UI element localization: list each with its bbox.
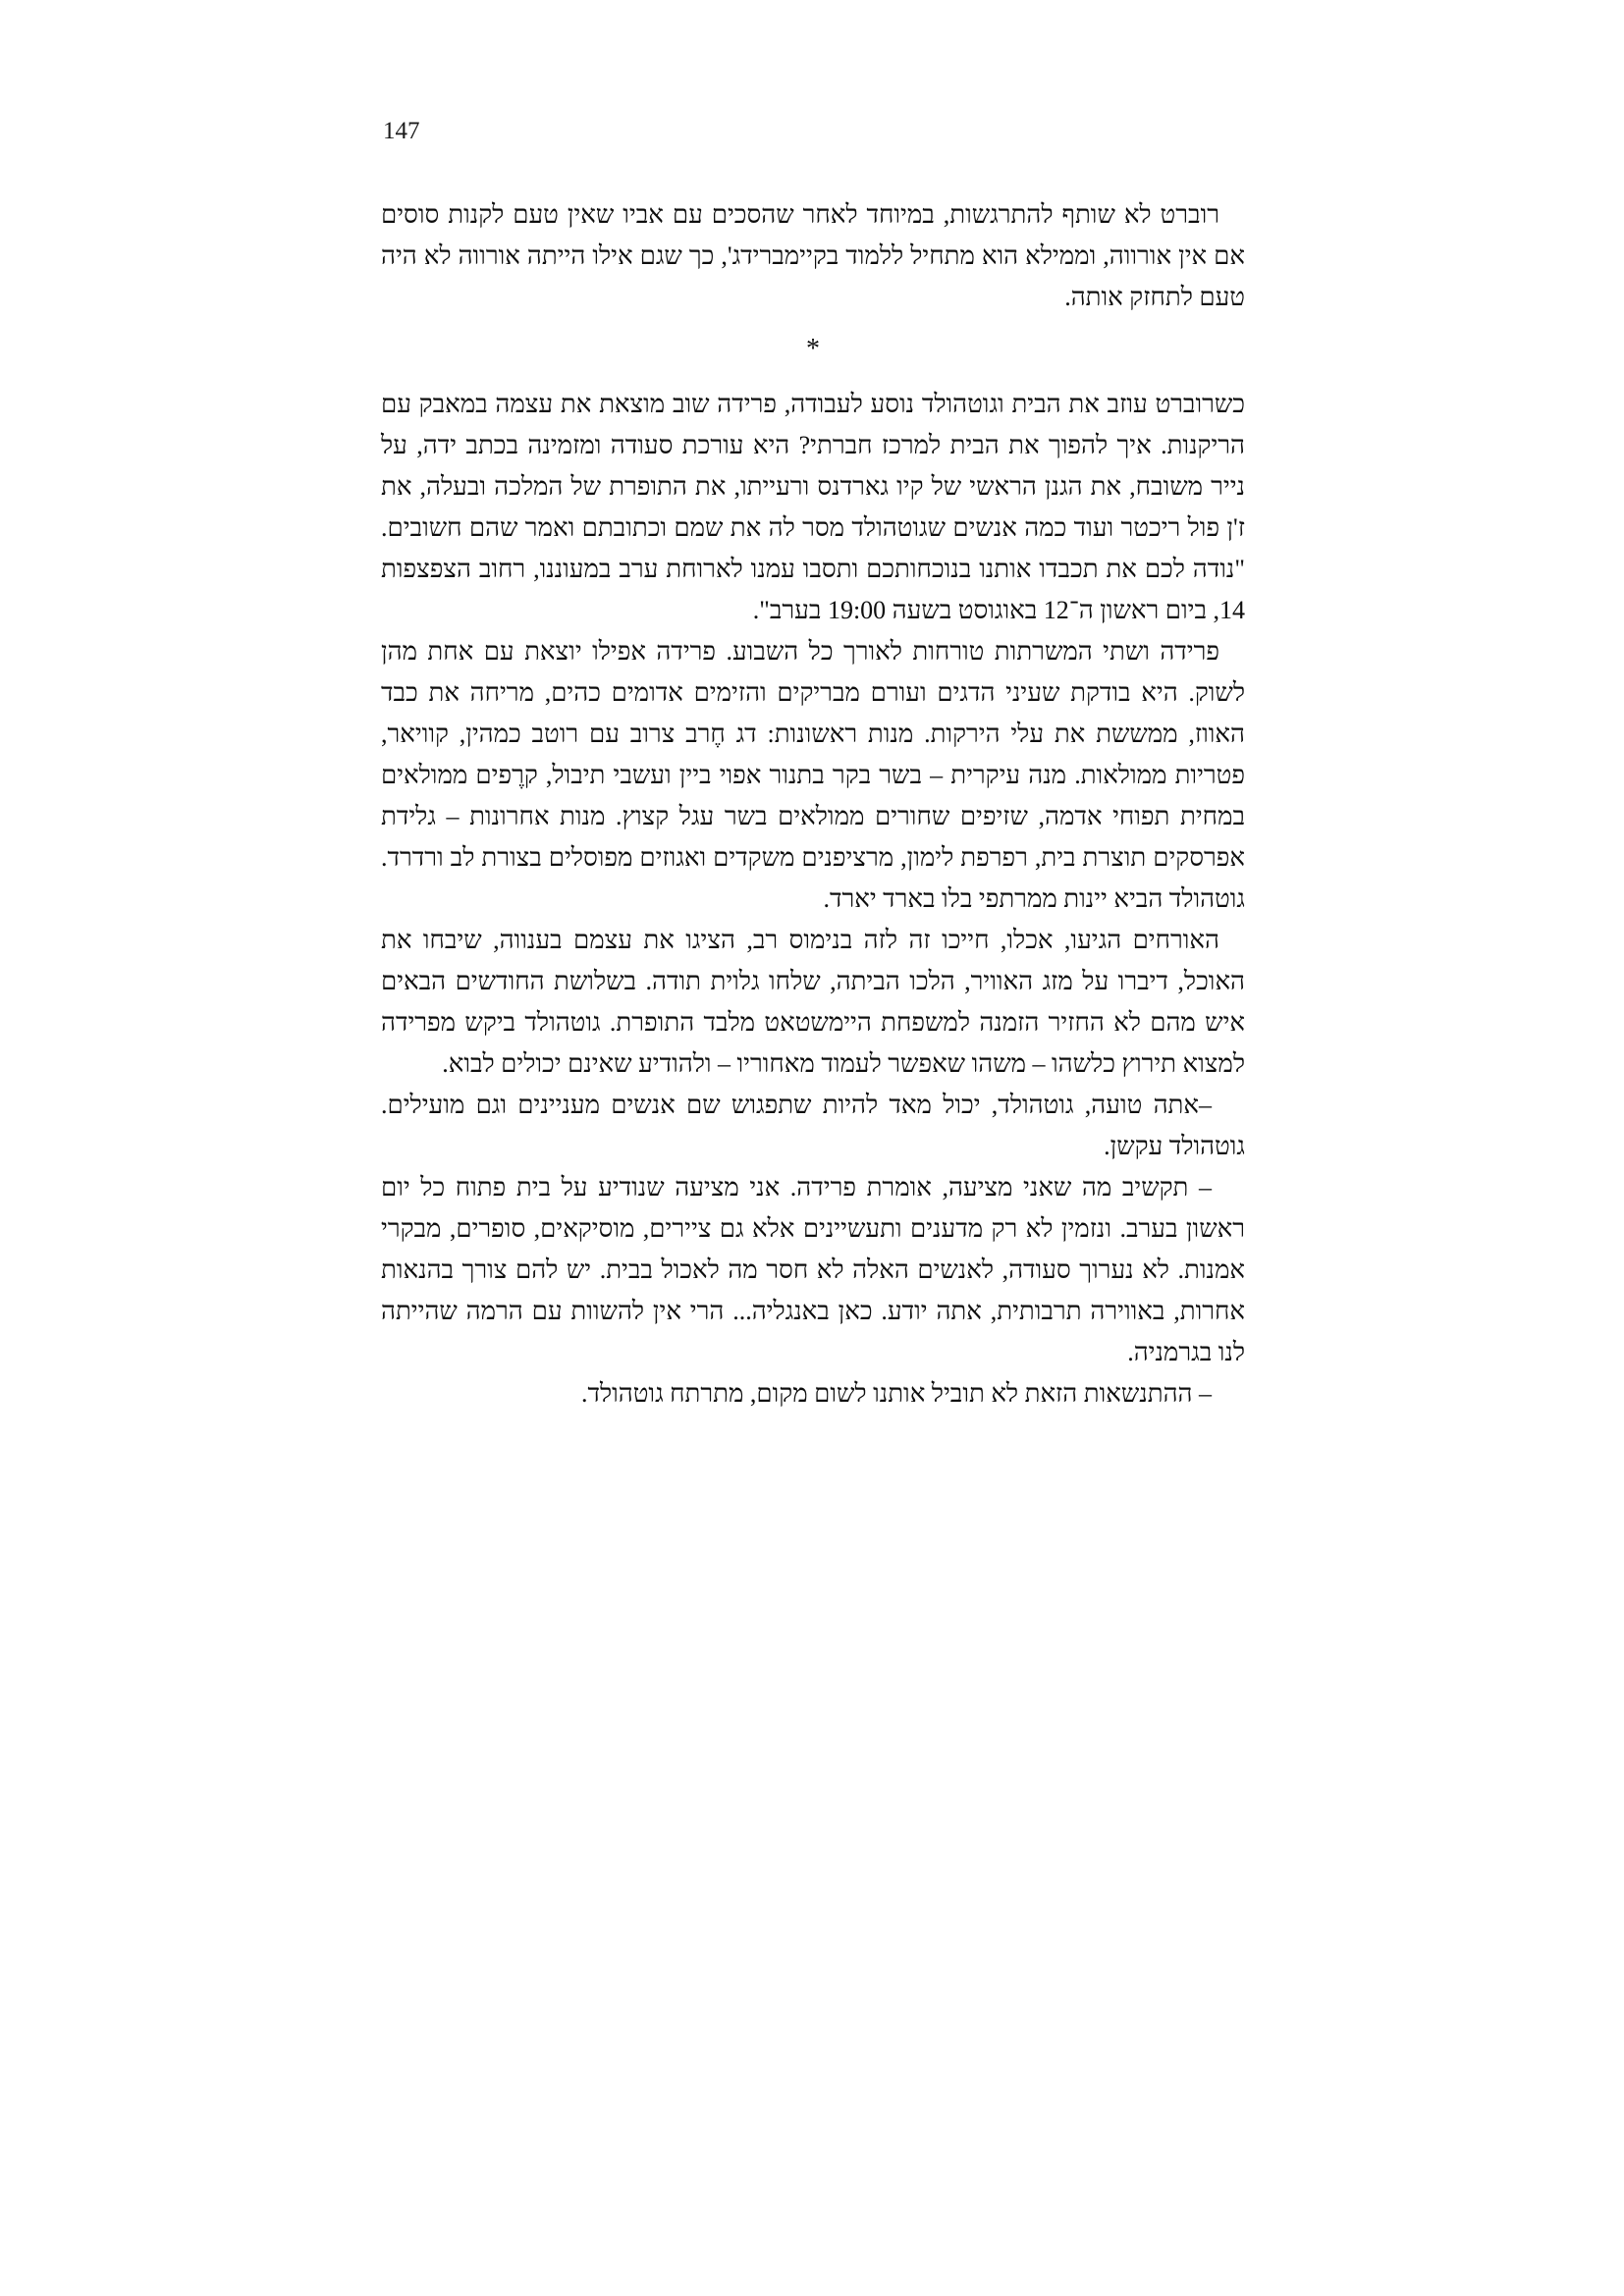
paragraph-robert: רוברט לא שותף להתרגשות, במיוחד לאחר שהסכים עם אביו שאין טעם לקנות סוסים אם אין אורווה, וממילא הוא מתחיל ללמוד בקיימברידג', כך שגם אילו הייתה אורווה לא היה טעם לתחזק אותה. — [381, 200, 1245, 311]
paragraph-dinner-invitation: כשרוברט עוזב את הבית וגוטהולד נוסע לעבודה, פרידה שוב מוצאת את עצמה במאבק עם הריקנות. איך להפוך את הבית למרכז חברתי? היא עורכת סעודה ומזמינה בכתב ידה, על נייר משובח, את הגנן הראשי של קיו גארדנס ורעייתו, את התופרת של המלכה ובעלה, את ז'ן פול ריכטר ועוד כמה אנשים שגוטהולד מסר לה את שמם וכתובתם ואמר שהם חשובים. "נודה לכם את תכבדו אותנו בנוכחותכם ותסבו עמנו לארוחת ערב במעוננו, רחוב הצפצפות 14, ביום ראשון ה־12 באוגוסט בשעה 19:00 בערב". — [381, 390, 1245, 624]
paragraph-dialogue-frida-2: – תקשיב מה שאני מציעה, אומרת פרידה. אני מציעה שנודיע על בית פתוח כל יום ראשון בערב. ונזמין לא רק מדענים ותעשיינים אלא גם ציירים, מוסיקאים, סופרים, מבקרי אמנות. לא נערוך סעודה, לאנשים האלה לא חסר מה לאכול בבית. יש להם צורך בהנאות אחרות, באווירה תרבותית, אתה יודע. כאן באנגליה... הרי אין להשוות עם הרמה שהייתה לנו בגרמניה. — [381, 1173, 1245, 1366]
section-separator: * — [806, 334, 820, 364]
text-block — [381, 194, 1245, 1415]
paragraph-guests-aftermath: האורחים הגיעו, אכלו, חייכו זה לזה בנימוס רב, הציגו את עצמם בענווה, שיבחו את האוכל, דיברו על מזג האוויר, הלכו הביתה, שלחו גלוית תודה. בשלושת החודשים הבאים איש מהם לא החזיר הזמנה למשפחת היימשטאט מלבד התופרת. גוטהולד ביקש מפרידה למצוא תירוץ כלשהו – משהו שאפשר לעמוד מאחוריו – ולהודיע שאינם יכולים לבוא. — [381, 926, 1245, 1078]
paragraph-dialogue-frida-1: –אתה טועה, גוטהולד, יכול מאד להיות שתפגוש שם אנשים מעניינים וגם מועילים. גוטהולד עקשן. — [381, 1091, 1245, 1160]
paragraph-dialogue-gotthold: – ההתנשאות הזאת לא תוביל אותנו לשום מקום, מתרתח גוטהולד. — [580, 1379, 1212, 1408]
page-number: 147 — [383, 118, 420, 144]
paragraph-menu-preparation: פרידה ושתי המשרתות טורחות לאורך כל השבוע. פרידה אפילו יוצאת עם אחת מהן לשוק. היא בודקת שעיני הדגים ועורם מבריקים והזימים אדומים כהים, מריחה את כבד האווז, ממששת את עלי הירקות. מנות ראשונות: דג חֶרב צרוב עם רוטב כמהין, קוויאר, פטריות ממולאות. מנה עיקרית – בשר בקר בתנור אפוי ביין ועשבי תיבול, קרֶפים ממולאים במחית תפוחי אדמה, שזיפים שחורים ממולאים בשר עגל קצוץ. מנות אחרונות – גלידת אפרסקים תוצרת בית, רפרפת לימון, מרציפנים משקדים ואגוזים מפוסלים בצורת לב ורדרד. גוטהולד הביא יינות ממרתפי בלו בארד יארד. — [381, 637, 1245, 913]
